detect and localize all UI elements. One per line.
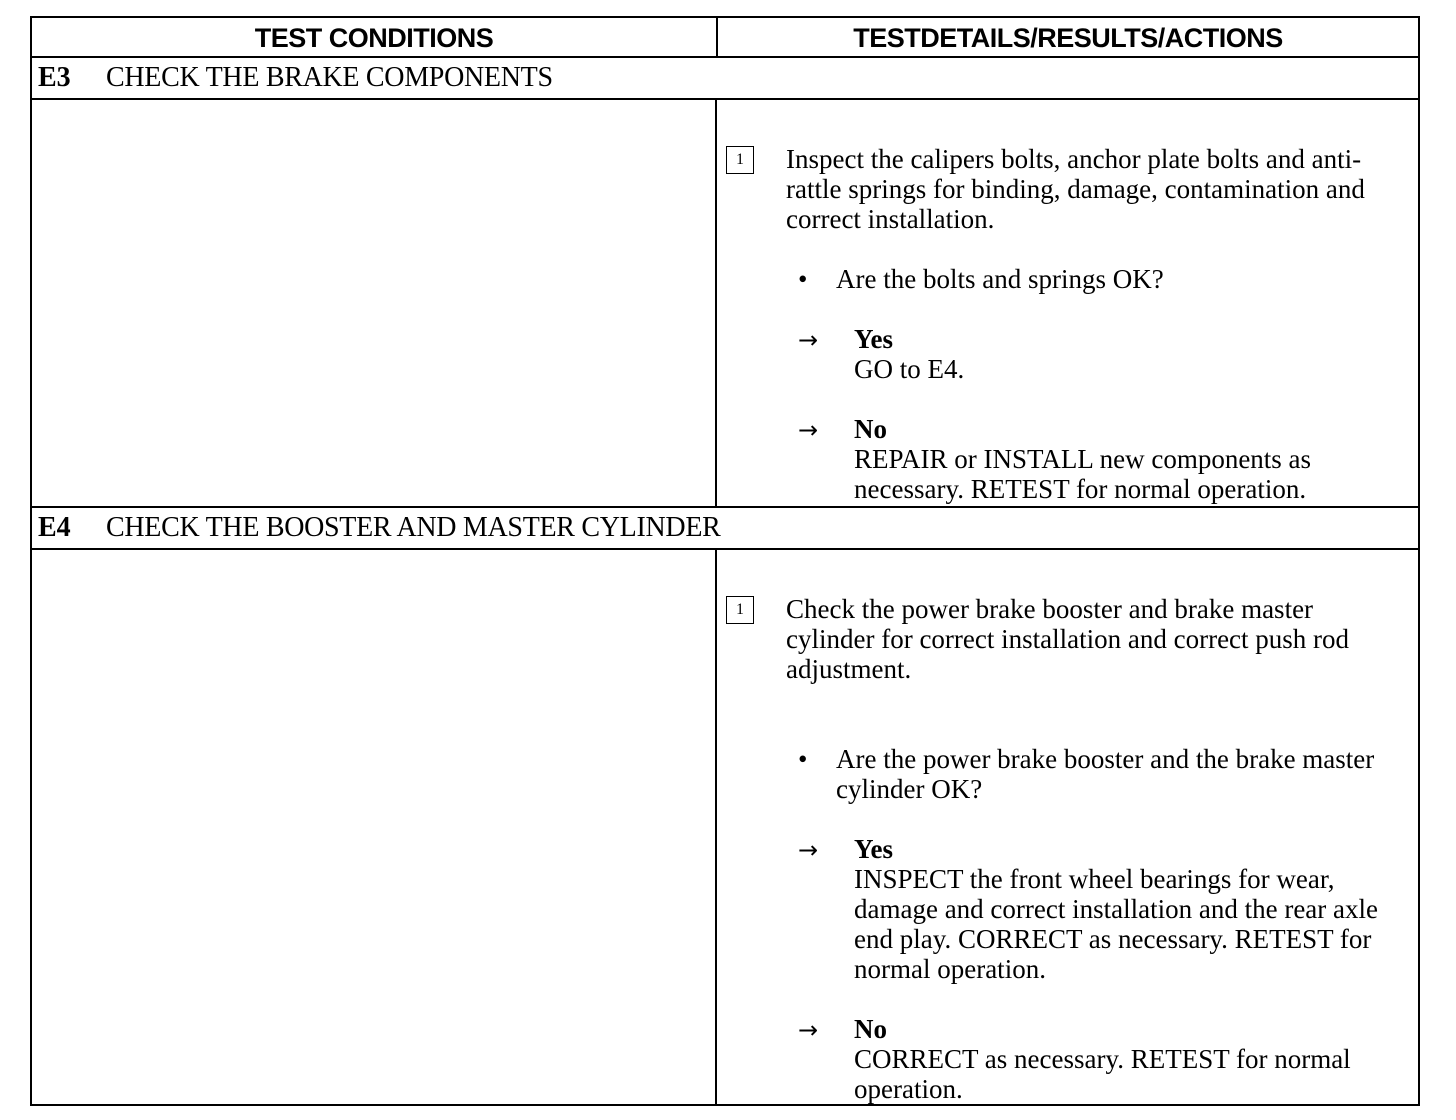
step-instruction: Check the power brake booster and brake master cylinder for correct installation and correct push rod adjustment. [786,594,1350,684]
bullet-icon: • [798,264,808,294]
yes-label: Yes [854,324,893,354]
section-e3-details [726,100,1416,508]
header-test-conditions: TEST CONDITIONS [254,23,494,53]
step-number-box: 1 [726,146,754,174]
step-question: Are the bolts and springs OK? [836,264,1164,294]
table-header [32,18,1418,58]
section-id: E4 [38,512,71,543]
arrow-right-icon: → [798,1016,819,1044]
yes-action: INSPECT the front wheel bearings for wear, damage and correct installation and the rear axle end play. CORRECT as necessary. RETEST for normal operation. [854,864,1378,984]
yes-label: Yes [854,834,893,864]
section-title: CHECK THE BOOSTER AND MASTER CYLINDER [106,512,721,543]
step-instruction: Inspect the calipers bolts, anchor plate bolts and anti-rattle springs for binding, damage, contamination and correct installation. [786,144,1365,234]
header-test-details: TESTDETAILS/RESULTS/ACTIONS [716,18,1418,58]
section-e3-title-row [32,58,1418,100]
diagnostic-table [30,16,1420,1106]
yes-action: GO to E4. [854,354,965,384]
no-action: CORRECT as necessary. RETEST for normal operation. [854,1044,1351,1104]
section-title: CHECK THE BRAKE COMPONENTS [106,62,553,93]
section-e4-details [726,550,1416,1106]
arrow-right-icon: → [798,326,819,354]
step-question: Are the power brake booster and the brake master cylinder OK? [836,744,1375,804]
section-id: E3 [38,62,71,93]
section-e4-title-row [32,508,1418,550]
no-action: REPAIR or INSTALL new components as necessary. RETEST for normal operation. [854,444,1312,504]
column-divider [715,550,717,1106]
no-label: No [854,414,887,444]
no-label: No [854,1014,887,1044]
arrow-right-icon: → [798,836,819,864]
bullet-icon: • [798,744,808,774]
step-number-box: 1 [726,596,754,624]
column-divider [715,100,717,508]
arrow-right-icon: → [798,416,819,444]
